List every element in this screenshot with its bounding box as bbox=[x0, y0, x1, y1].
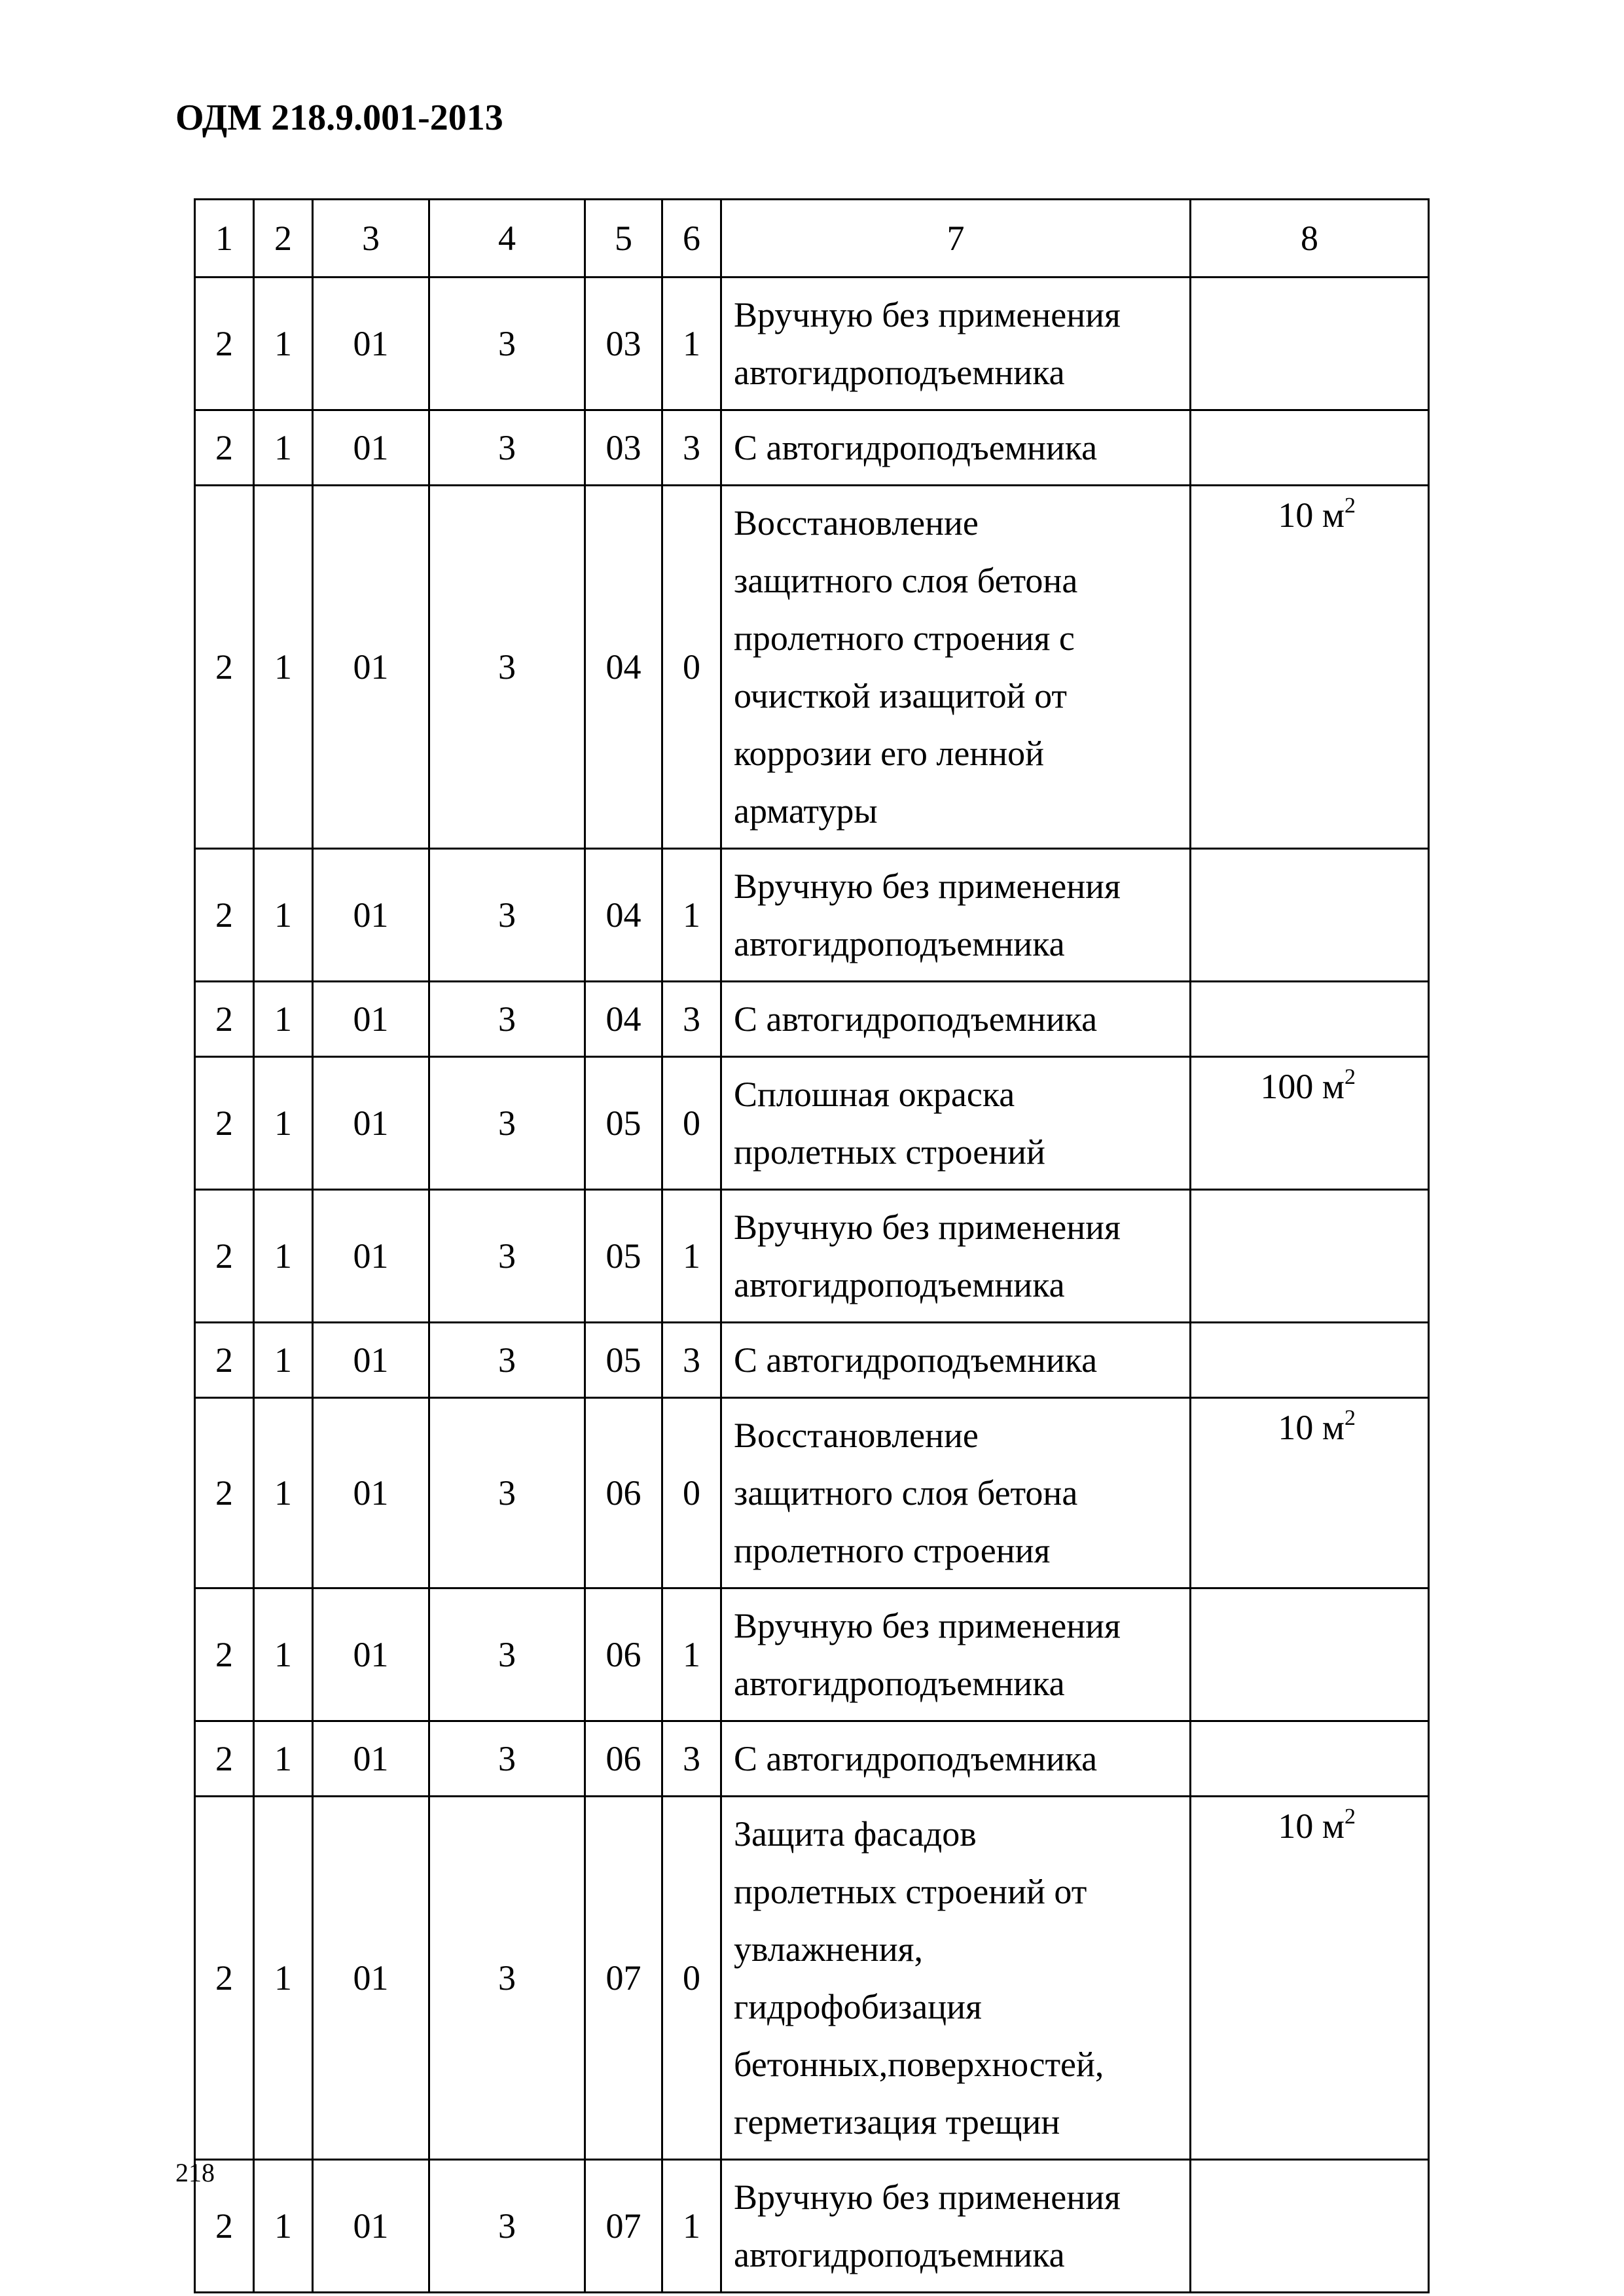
unit-exponent: 2 bbox=[1344, 1406, 1356, 1430]
cell-col-2: 1 bbox=[254, 1588, 313, 1721]
description-line: коррозии его ленной bbox=[734, 734, 1045, 773]
description-line: увлажнения, bbox=[734, 1929, 924, 1969]
unit-text: 100 м bbox=[1260, 1067, 1344, 1106]
column-header-1: 1 bbox=[195, 200, 254, 278]
cell-unit bbox=[1191, 1323, 1429, 1398]
cell-col-3: 01 bbox=[313, 1057, 429, 1190]
cell-description bbox=[721, 1323, 1191, 1398]
description-line: автогидроподъемника bbox=[734, 353, 1065, 392]
description-line: С автогидроподъемника bbox=[734, 1340, 1098, 1380]
cell-col-4: 3 bbox=[429, 849, 585, 982]
table-row bbox=[195, 486, 1429, 849]
description-line: бетонных,поверхностей, bbox=[734, 2045, 1104, 2084]
cell-col-4: 3 bbox=[429, 1323, 585, 1398]
cell-col-3: 01 bbox=[313, 1398, 429, 1588]
cell-col-5: 03 bbox=[585, 410, 662, 486]
cell-col-1: 2 bbox=[195, 278, 254, 410]
cell-description bbox=[721, 1190, 1191, 1323]
cell-col-5: 04 bbox=[585, 849, 662, 982]
cell-col-6: 1 bbox=[662, 1588, 721, 1721]
cell-unit bbox=[1191, 278, 1429, 410]
cell-col-6: 3 bbox=[662, 1721, 721, 1797]
cell-col-2: 1 bbox=[254, 410, 313, 486]
description-line: Вручную без применения bbox=[734, 2178, 1121, 2217]
description-line: защитного слоя бетона bbox=[734, 1473, 1078, 1513]
description-line: пролетных строений bbox=[734, 1132, 1045, 1172]
cell-description bbox=[721, 1398, 1191, 1588]
cell-col-5: 07 bbox=[585, 2160, 662, 2293]
cell-col-1: 2 bbox=[195, 2160, 254, 2293]
description-line: очисткой изащитой от bbox=[734, 676, 1067, 715]
cell-description bbox=[721, 1721, 1191, 1797]
table-row bbox=[195, 278, 1429, 410]
cell-col-1: 2 bbox=[195, 982, 254, 1057]
cell-description bbox=[721, 982, 1191, 1057]
column-header-4: 4 bbox=[429, 200, 585, 278]
cell-col-6: 1 bbox=[662, 849, 721, 982]
cell-col-1: 2 bbox=[195, 849, 254, 982]
cell-col-6: 0 bbox=[662, 1797, 721, 2160]
description-line: гидрофобизация bbox=[734, 1987, 982, 2026]
table-row bbox=[195, 410, 1429, 486]
cell-col-4: 3 bbox=[429, 1057, 585, 1190]
cell-col-3: 01 bbox=[313, 486, 429, 849]
column-header-2: 2 bbox=[254, 200, 313, 278]
cell-col-3: 01 bbox=[313, 849, 429, 982]
unit-text: 10 м bbox=[1278, 1408, 1344, 1447]
cell-col-3: 01 bbox=[313, 1190, 429, 1323]
cell-col-4: 3 bbox=[429, 486, 585, 849]
cell-col-3: 01 bbox=[313, 1588, 429, 1721]
table-row bbox=[195, 1797, 1429, 2160]
unit-text: 10 м bbox=[1278, 495, 1344, 535]
cell-col-6: 0 bbox=[662, 486, 721, 849]
cell-col-4: 3 bbox=[429, 1797, 585, 2160]
cell-col-3: 01 bbox=[313, 278, 429, 410]
cell-col-5: 06 bbox=[585, 1398, 662, 1588]
cell-col-5: 05 bbox=[585, 1190, 662, 1323]
description-line: С автогидроподъемника bbox=[734, 428, 1098, 467]
cell-col-4: 3 bbox=[429, 410, 585, 486]
cell-col-5: 07 bbox=[585, 1797, 662, 2160]
cell-unit bbox=[1191, 1721, 1429, 1797]
cell-unit bbox=[1191, 1398, 1429, 1588]
table-row bbox=[195, 1057, 1429, 1190]
cell-col-1: 2 bbox=[195, 1797, 254, 2160]
cell-description bbox=[721, 486, 1191, 849]
cell-col-5: 06 bbox=[585, 1721, 662, 1797]
cell-col-5: 03 bbox=[585, 278, 662, 410]
cell-col-6: 0 bbox=[662, 1398, 721, 1588]
cell-col-6: 3 bbox=[662, 982, 721, 1057]
cell-col-2: 1 bbox=[254, 1797, 313, 2160]
cell-col-2: 1 bbox=[254, 1057, 313, 1190]
cell-col-1: 2 bbox=[195, 410, 254, 486]
cell-col-6: 1 bbox=[662, 278, 721, 410]
cell-description bbox=[721, 2160, 1191, 2293]
cell-col-4: 3 bbox=[429, 1588, 585, 1721]
cell-col-2: 1 bbox=[254, 982, 313, 1057]
description-line: Сплошная окраска bbox=[734, 1075, 1015, 1114]
cell-col-3: 01 bbox=[313, 982, 429, 1057]
table-row bbox=[195, 1190, 1429, 1323]
cell-col-2: 1 bbox=[254, 486, 313, 849]
cell-col-6: 1 bbox=[662, 1190, 721, 1323]
cell-col-3: 01 bbox=[313, 1797, 429, 2160]
cell-col-6: 1 bbox=[662, 2160, 721, 2293]
description-line: автогидроподъемника bbox=[734, 2235, 1065, 2274]
unit-exponent: 2 bbox=[1344, 1065, 1356, 1089]
description-line: Вручную без применения bbox=[734, 1208, 1121, 1247]
cell-col-6: 3 bbox=[662, 410, 721, 486]
description-line: пролетного строения с bbox=[734, 619, 1075, 658]
description-line: С автогидроподъемника bbox=[734, 1739, 1098, 1778]
cell-col-2: 1 bbox=[254, 2160, 313, 2293]
table-row bbox=[195, 1398, 1429, 1588]
cell-col-1: 2 bbox=[195, 1190, 254, 1323]
cell-col-1: 2 bbox=[195, 1323, 254, 1398]
description-line: герметизация трещин bbox=[734, 2102, 1060, 2142]
cell-col-5: 05 bbox=[585, 1323, 662, 1398]
cell-col-6: 3 bbox=[662, 1323, 721, 1398]
description-line: Вручную без применения bbox=[734, 1606, 1121, 1645]
description-line: Восстановление bbox=[734, 503, 979, 543]
cell-unit bbox=[1191, 982, 1429, 1057]
cell-unit bbox=[1191, 2160, 1429, 2293]
description-line: пролетного строения bbox=[734, 1531, 1051, 1570]
cell-unit bbox=[1191, 1588, 1429, 1721]
description-line: Вручную без применения bbox=[734, 295, 1121, 334]
cell-description bbox=[721, 1797, 1191, 2160]
description-line: автогидроподъемника bbox=[734, 1664, 1065, 1703]
description-line: Защита фасадов bbox=[734, 1814, 977, 1854]
description-line: автогидроподъемника bbox=[734, 1265, 1065, 1304]
cell-col-1: 2 bbox=[195, 1057, 254, 1190]
description-line: пролетных строений от bbox=[734, 1872, 1087, 1911]
description-line: С автогидроподъемника bbox=[734, 999, 1098, 1039]
page-number: 218 bbox=[175, 2158, 215, 2187]
column-header-7: 7 bbox=[721, 200, 1191, 278]
cell-col-6: 0 bbox=[662, 1057, 721, 1190]
cell-col-2: 1 bbox=[254, 849, 313, 982]
cell-col-1: 2 bbox=[195, 1588, 254, 1721]
work-codes-table bbox=[194, 198, 1430, 2293]
cell-col-1: 2 bbox=[195, 1398, 254, 1588]
cell-col-4: 3 bbox=[429, 1190, 585, 1323]
table-row bbox=[195, 849, 1429, 982]
description-line: Вручную без применения bbox=[734, 867, 1121, 906]
document-code-header: ОДМ 218.9.001-2013 bbox=[175, 98, 503, 138]
cell-col-1: 2 bbox=[195, 486, 254, 849]
cell-col-4: 3 bbox=[429, 1398, 585, 1588]
table-row bbox=[195, 1721, 1429, 1797]
cell-col-3: 01 bbox=[313, 1721, 429, 1797]
cell-col-3: 01 bbox=[313, 1323, 429, 1398]
table-row bbox=[195, 982, 1429, 1057]
cell-unit bbox=[1191, 849, 1429, 982]
table-header-row bbox=[195, 200, 1429, 278]
table-row bbox=[195, 1323, 1429, 1398]
cell-unit bbox=[1191, 1797, 1429, 2160]
cell-col-2: 1 bbox=[254, 1190, 313, 1323]
cell-col-1: 2 bbox=[195, 1721, 254, 1797]
cell-unit bbox=[1191, 1057, 1429, 1190]
cell-description bbox=[721, 410, 1191, 486]
cell-col-2: 1 bbox=[254, 1398, 313, 1588]
cell-col-5: 06 bbox=[585, 1588, 662, 1721]
cell-col-4: 3 bbox=[429, 2160, 585, 2293]
cell-description bbox=[721, 849, 1191, 982]
cell-unit bbox=[1191, 486, 1429, 849]
cell-unit bbox=[1191, 1190, 1429, 1323]
cell-description bbox=[721, 278, 1191, 410]
unit-exponent: 2 bbox=[1344, 493, 1356, 518]
cell-col-2: 1 bbox=[254, 1721, 313, 1797]
cell-unit bbox=[1191, 410, 1429, 486]
column-header-3: 3 bbox=[313, 200, 429, 278]
cell-col-5: 04 bbox=[585, 486, 662, 849]
cell-description bbox=[721, 1057, 1191, 1190]
cell-col-4: 3 bbox=[429, 278, 585, 410]
cell-col-5: 04 bbox=[585, 982, 662, 1057]
description-line: защитного слоя бетона bbox=[734, 561, 1078, 600]
table-row bbox=[195, 1588, 1429, 1721]
cell-col-3: 01 bbox=[313, 2160, 429, 2293]
cell-description bbox=[721, 1588, 1191, 1721]
cell-col-4: 3 bbox=[429, 982, 585, 1057]
cell-col-2: 1 bbox=[254, 1323, 313, 1398]
column-header-6: 6 bbox=[662, 200, 721, 278]
table-row bbox=[195, 2160, 1429, 2293]
description-line: Восстановление bbox=[734, 1416, 979, 1455]
column-header-8: 8 bbox=[1191, 200, 1429, 278]
description-line: автогидроподъемника bbox=[734, 924, 1065, 963]
column-header-5: 5 bbox=[585, 200, 662, 278]
description-line: арматуры bbox=[734, 791, 878, 831]
cell-col-2: 1 bbox=[254, 278, 313, 410]
cell-col-3: 01 bbox=[313, 410, 429, 486]
unit-text: 10 м bbox=[1278, 1806, 1344, 1846]
cell-col-4: 3 bbox=[429, 1721, 585, 1797]
unit-exponent: 2 bbox=[1344, 1804, 1356, 1829]
cell-col-5: 05 bbox=[585, 1057, 662, 1190]
